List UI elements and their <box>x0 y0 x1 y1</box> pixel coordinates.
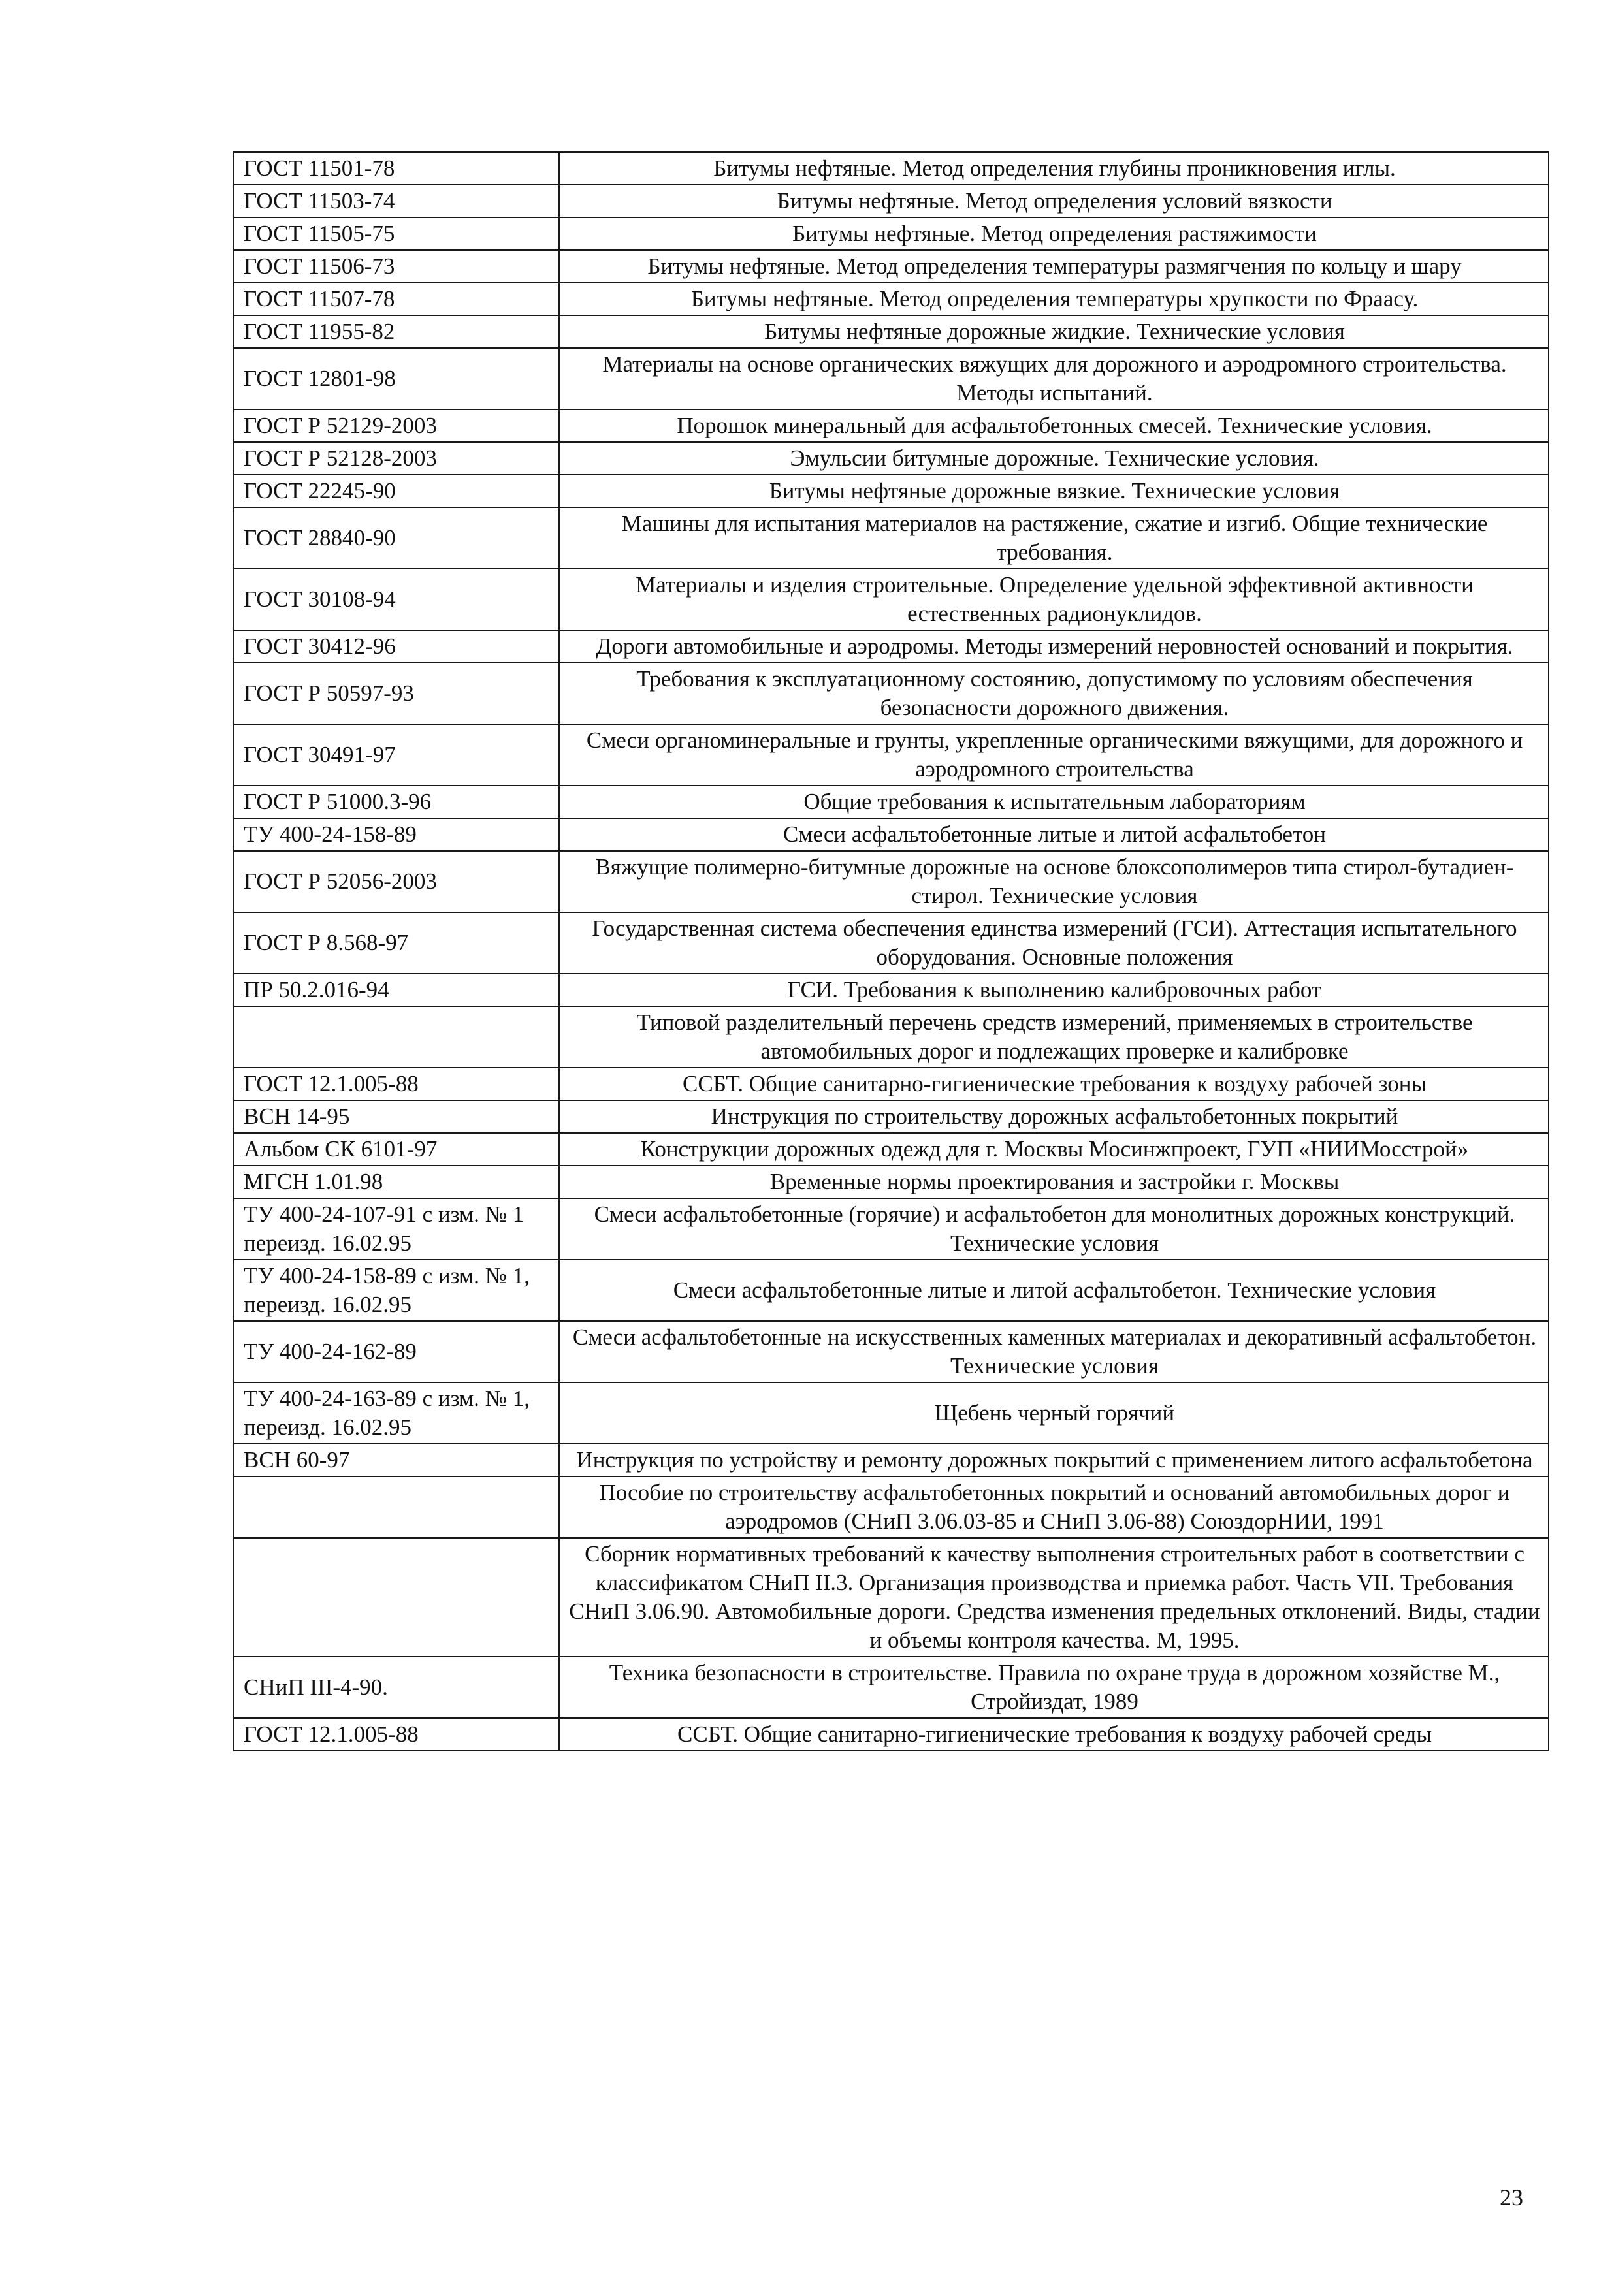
document-code-cell: ГОСТ 11955-82 <box>234 315 559 348</box>
document-code-cell: ТУ 400-24-163-89 с изм. № 1, переизд. 16.02.95 <box>234 1382 559 1444</box>
table-row <box>234 912 1549 974</box>
document-title-cell: Смеси асфальтобетонные литые и литой асфальтобетон <box>559 818 1549 851</box>
document-title-cell: Требования к эксплуатационному состоянию, допустимому по условиям обеспечения безопасности дорожного движения. <box>559 663 1549 724</box>
document-code-cell: ТУ 400-24-107-91 с изм. № 1 переизд. 16.02.95 <box>234 1198 559 1260</box>
table-row <box>234 1382 1549 1444</box>
table-row <box>234 630 1549 663</box>
document-code-cell: ГОСТ 28840-90 <box>234 507 559 569</box>
document-code-cell: ГОСТ Р 50597-93 <box>234 663 559 724</box>
document-title-cell: Дороги автомобильные и аэродромы. Методы измерений неровностей оснований и покрытия. <box>559 630 1549 663</box>
table-row <box>234 152 1549 185</box>
document-title-cell: Общие требования к испытательным лабораториям <box>559 786 1549 818</box>
table-row <box>234 250 1549 283</box>
page-number: 23 <box>1500 2184 1523 2210</box>
document-title-cell: ССБТ. Общие санитарно-гигиенические требования к воздуху рабочей среды <box>559 1718 1549 1751</box>
table-row <box>234 1006 1549 1068</box>
table-row <box>234 1166 1549 1198</box>
document-title-cell: Материалы на основе органических вяжущих для дорожного и аэродромного строительства. Методы испытаний. <box>559 348 1549 409</box>
table-row <box>234 1538 1549 1657</box>
table-row <box>234 663 1549 724</box>
table-row <box>234 786 1549 818</box>
document-code-cell: ГОСТ 12801-98 <box>234 348 559 409</box>
document-code-cell: ВСН 14-95 <box>234 1100 559 1133</box>
document-title-cell: Инструкция по устройству и ремонту дорожных покрытий с применением литого асфальтобетона <box>559 1444 1549 1476</box>
table-row <box>234 974 1549 1006</box>
document-title-cell: Щебень черный горячий <box>559 1382 1549 1444</box>
table-row <box>234 442 1549 475</box>
table-row <box>234 851 1549 912</box>
document-title-cell: Пособие по строительству асфальтобетонных покрытий и оснований автомобильных дорог и аэродромов (СНиП 3.06.03-85 и СНиП 3.06-88) СоюздорНИИ, 1991 <box>559 1476 1549 1538</box>
document-title-cell: Инструкция по строительству дорожных асфальтобетонных покрытий <box>559 1100 1549 1133</box>
document-code-cell: СНиП III-4-90. <box>234 1657 559 1718</box>
table-row <box>234 475 1549 507</box>
document-code-cell: ГОСТ Р 52129-2003 <box>234 409 559 442</box>
document-title-cell: ГСИ. Требования к выполнению калибровочных работ <box>559 974 1549 1006</box>
table-row <box>234 724 1549 786</box>
document-code-cell: ГОСТ Р 51000.3-96 <box>234 786 559 818</box>
document-code-cell: ПР 50.2.016-94 <box>234 974 559 1006</box>
document-title-cell: Битумы нефтяные. Метод определения растяжимости <box>559 217 1549 250</box>
document-title-cell: Битумы нефтяные. Метод определения температуры размягчения по кольцу и шару <box>559 250 1549 283</box>
document-title-cell: Порошок минеральный для асфальтобетонных смесей. Технические условия. <box>559 409 1549 442</box>
document-title-cell: Смеси органоминеральные и грунты, укрепленные органическими вяжущими, для дорожного и аэродромного строительства <box>559 724 1549 786</box>
document-title-cell: Государственная система обеспечения единства измерений (ГСИ). Аттестация испытательного оборудования. Основные положения <box>559 912 1549 974</box>
document-code-cell: ГОСТ 12.1.005-88 <box>234 1718 559 1751</box>
document-code-cell: ВСН 60-97 <box>234 1444 559 1476</box>
document-code-cell: ГОСТ 22245-90 <box>234 475 559 507</box>
document-code-cell: ГОСТ 11507-78 <box>234 283 559 315</box>
document-code-cell: ГОСТ 30491-97 <box>234 724 559 786</box>
document-title-cell: Временные нормы проектирования и застройки г. Москвы <box>559 1166 1549 1198</box>
table-row <box>234 1444 1549 1476</box>
document-title-cell: Машины для испытания материалов на растяжение, сжатие и изгиб. Общие технические требования. <box>559 507 1549 569</box>
table-body <box>234 152 1549 1751</box>
document-code-cell <box>234 1006 559 1068</box>
document-code-cell: ГОСТ 11501-78 <box>234 152 559 185</box>
table-row <box>234 217 1549 250</box>
table-row <box>234 348 1549 409</box>
document-title-cell: Смеси асфальтобетонные (горячие) и асфальтобетон для монолитных дорожных конструкций. Технические условия <box>559 1198 1549 1260</box>
document-code-cell: МГСН 1.01.98 <box>234 1166 559 1198</box>
document-code-cell: ТУ 400-24-158-89 с изм. № 1, переизд. 16.02.95 <box>234 1260 559 1321</box>
document-title-cell: Вяжущие полимерно-битумные дорожные на основе блоксополимеров типа стирол-бутадиен-стирол. Технические условия <box>559 851 1549 912</box>
document-code-cell: ГОСТ 11505-75 <box>234 217 559 250</box>
document-code-cell: Альбом СК 6101-97 <box>234 1133 559 1166</box>
document-title-cell: Битумы нефтяные. Метод определения глубины проникновения иглы. <box>559 152 1549 185</box>
document-title-cell: Смеси асфальтобетонные на искусственных каменных материалах и декоративный асфальтобетон. Технические условия <box>559 1321 1549 1382</box>
normative-documents-table <box>233 151 1549 1751</box>
table-row <box>234 1133 1549 1166</box>
document-title-cell: Битумы нефтяные. Метод определения условий вязкости <box>559 185 1549 217</box>
document-title-cell: Эмульсии битумные дорожные. Технические условия. <box>559 442 1549 475</box>
document-code-cell: ГОСТ 30412-96 <box>234 630 559 663</box>
document-title-cell: Материалы и изделия строительные. Определение удельной эффективной активности естественных радионуклидов. <box>559 569 1549 630</box>
table-row <box>234 409 1549 442</box>
document-title-cell: Техника безопасности в строительстве. Правила по охране труда в дорожном хозяйстве М., Стройиздат, 1989 <box>559 1657 1549 1718</box>
document-code-cell: ГОСТ Р 52056-2003 <box>234 851 559 912</box>
document-code-cell: ТУ 400-24-162-89 <box>234 1321 559 1382</box>
document-code-cell: ГОСТ Р 8.568-97 <box>234 912 559 974</box>
document-title-cell: Битумы нефтяные дорожные вязкие. Технические условия <box>559 475 1549 507</box>
table-row <box>234 185 1549 217</box>
table-row <box>234 1198 1549 1260</box>
table-row <box>234 818 1549 851</box>
table-row <box>234 1260 1549 1321</box>
table-row <box>234 1657 1549 1718</box>
table-row <box>234 507 1549 569</box>
document-code-cell: ГОСТ Р 52128-2003 <box>234 442 559 475</box>
table-row <box>234 1100 1549 1133</box>
document-title-cell: Битумы нефтяные. Метод определения температуры хрупкости по Фраасу. <box>559 283 1549 315</box>
table-row <box>234 1068 1549 1100</box>
document-code-cell: ГОСТ 12.1.005-88 <box>234 1068 559 1100</box>
document-title-cell: Битумы нефтяные дорожные жидкие. Технические условия <box>559 315 1549 348</box>
document-title-cell: Типовой разделительный перечень средств измерений, применяемых в строительстве автомобильных дорог и подлежащих проверке и калибровке <box>559 1006 1549 1068</box>
table-row <box>234 569 1549 630</box>
table-row <box>234 1321 1549 1382</box>
document-code-cell <box>234 1538 559 1657</box>
document-code-cell: ГОСТ 11503-74 <box>234 185 559 217</box>
table-row <box>234 1718 1549 1751</box>
document-code-cell: ТУ 400-24-158-89 <box>234 818 559 851</box>
document-code-cell <box>234 1476 559 1538</box>
document-code-cell: ГОСТ 30108-94 <box>234 569 559 630</box>
document-code-cell: ГОСТ 11506-73 <box>234 250 559 283</box>
document-title-cell: Смеси асфальтобетонные литые и литой асфальтобетон. Технические условия <box>559 1260 1549 1321</box>
table-row <box>234 315 1549 348</box>
table-row <box>234 1476 1549 1538</box>
document-title-cell: Сборник нормативных требований к качеству выполнения строительных работ в соответствии с классификатом СНиП II.3. Организация производства и приемка работ. Часть VII. Требования СНиП 3.06.90. Автомобильные дороги. Средства изменения предельных отклонений. Виды, стадии и объемы контроля качества. М, 1995. <box>559 1538 1549 1657</box>
document-title-cell: Конструкции дорожных одежд для г. Москвы Мосинжпроект, ГУП «НИИМосстрой» <box>559 1133 1549 1166</box>
table-row <box>234 283 1549 315</box>
document-title-cell: ССБТ. Общие санитарно-гигиенические требования к воздуху рабочей зоны <box>559 1068 1549 1100</box>
